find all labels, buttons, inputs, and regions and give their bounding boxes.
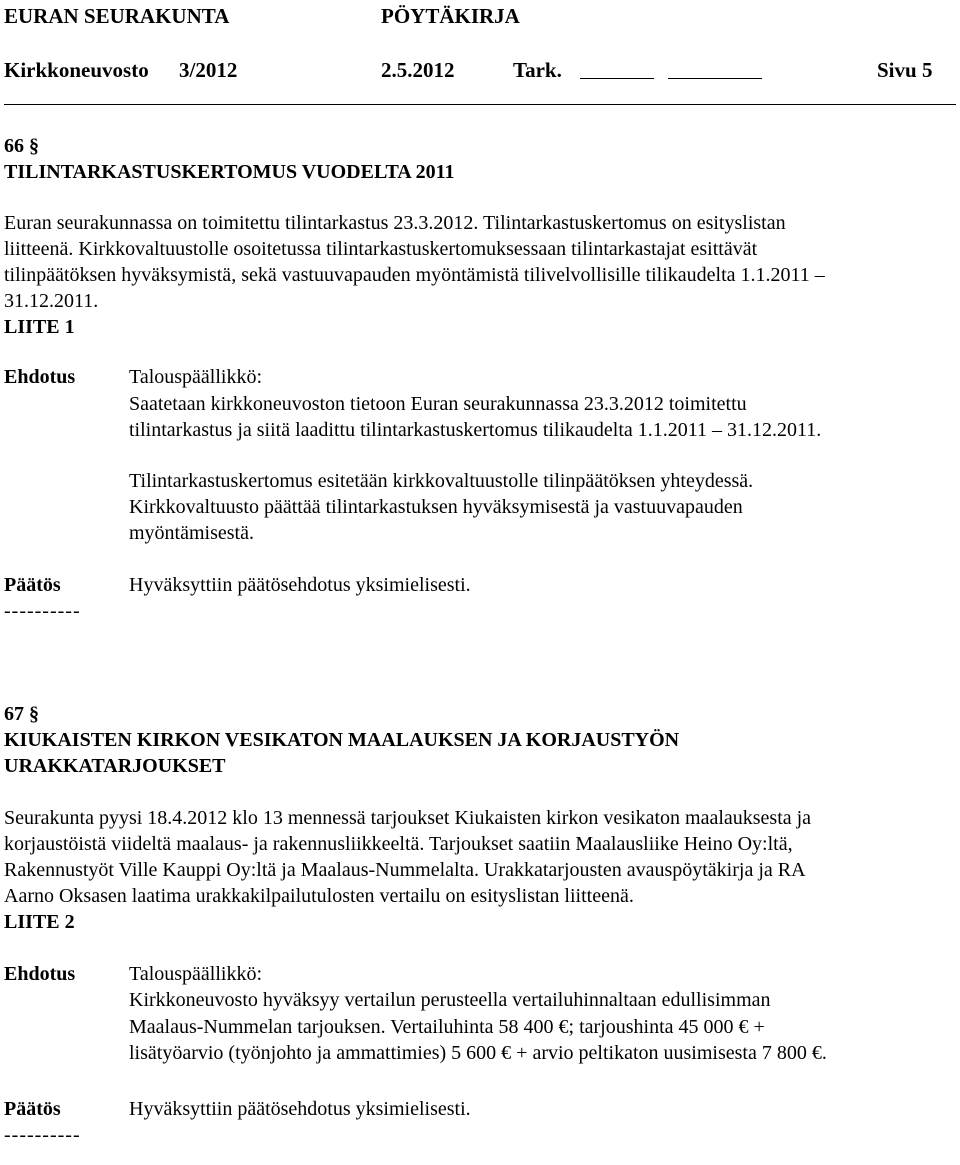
decision-label: Päätös: [4, 1098, 61, 1120]
body-line: korjaustöistä viideltä maalaus- ja rakennusliikkeeltä. Tarjoukset saatiin Maalausliike Heino Oy:ltä,: [4, 833, 793, 855]
document-type: PÖYTÄKIRJA: [381, 4, 520, 28]
page-number: Sivu 5: [877, 58, 933, 82]
meeting-number: 3/2012: [179, 58, 238, 82]
section-number: 66 §: [4, 135, 39, 157]
section-title: KIUKAISTEN KIRKON VESIKATON MAALAUKSEN JA KORJAUSTYÖN: [4, 729, 680, 751]
proposal-role: Talouspäällikkö:: [129, 963, 263, 985]
proposal-line: Kirkkovaltuusto päättää tilintarkastuksen hyväksymisestä ja vastuuvapauden: [129, 496, 743, 518]
body-line: tilinpäätöksen hyväksymistä, sekä vastuuvapauden myöntämistä tilivelvollisille tilikaudelta 1.1.2011 –: [4, 264, 825, 286]
organization-name: EURAN SEURAKUNTA: [4, 4, 230, 28]
section-title: TILINTARKASTUSKERTOMUS VUODELTA 2011: [4, 161, 455, 183]
proposal-line: Tilintarkastuskertomus esitetään kirkkovaltuustolle tilinpäätöksen yhteydessä.: [129, 470, 754, 492]
proposal-label: Ehdotus: [4, 366, 76, 388]
checked-blank-1: [580, 62, 654, 85]
checked-blank-2: [668, 62, 762, 85]
section-title: URAKKATARJOUKSET: [4, 755, 226, 777]
body-line: Rakennustyöt Ville Kauppi Oy:ltä ja Maalaus-Nummelalta. Urakkatarjousten avauspöytäkirja ja RA: [4, 859, 806, 881]
proposal-line: Saatetaan kirkkoneuvoston tietoon Euran seurakunnassa 23.3.2012 toimitettu: [129, 393, 747, 415]
proposal-line: lisätyöarvio (työnjohto ja ammattimies) 5 600 € + arvio peltikaton uusimisesta 7 800 €.: [129, 1042, 827, 1064]
body-line: Euran seurakunnassa on toimitettu tilintarkastus 23.3.2012. Tilintarkastuskertomus on esityslistan: [4, 212, 786, 234]
attachment-reference: LIITE 1: [4, 316, 75, 338]
section-separator: ----------: [4, 600, 81, 622]
header-rule: [4, 104, 956, 105]
body-line: Aarno Oksasen laatima urakkakilpailutulosten vertailu on esityslistan liitteenä.: [4, 885, 634, 907]
decision-text: Hyväksyttiin päätösehdotus yksimielisesti.: [129, 1098, 471, 1120]
checked-label: Tark.: [513, 58, 562, 82]
proposal-line: Kirkkoneuvosto hyväksyy vertailun perusteella vertailuhinnaltaan edullisimman: [129, 989, 771, 1011]
meeting-body: Kirkkoneuvosto: [4, 58, 149, 82]
attachment-reference: LIITE 2: [4, 911, 75, 933]
body-line: liitteenä. Kirkkovaltuustolle osoitetussa tilintarkastuskertomuksessaan tilintarkastajat esittävät: [4, 238, 758, 260]
proposal-line: myöntämisestä.: [129, 522, 254, 544]
body-line: Seurakunta pyysi 18.4.2012 klo 13 mennessä tarjoukset Kiukaisten kirkon vesikaton maalauksesta ja: [4, 807, 812, 829]
proposal-label: Ehdotus: [4, 963, 76, 985]
meeting-date: 2.5.2012: [381, 58, 455, 82]
decision-text: Hyväksyttiin päätösehdotus yksimielisesti.: [129, 574, 471, 596]
section-separator: ----------: [4, 1124, 81, 1146]
proposal-line: tilintarkastus ja siitä laadittu tilintarkastuskertomus tilikaudelta 1.1.2011 – 31.12.2011.: [129, 419, 822, 441]
section-number: 67 §: [4, 703, 39, 725]
decision-label: Päätös: [4, 574, 61, 596]
proposal-role: Talouspäällikkö:: [129, 366, 263, 388]
body-line: 31.12.2011.: [4, 290, 99, 312]
proposal-line: Maalaus-Nummelan tarjouksen. Vertailuhinta 58 400 €; tarjoushinta 45 000 € +: [129, 1016, 765, 1038]
